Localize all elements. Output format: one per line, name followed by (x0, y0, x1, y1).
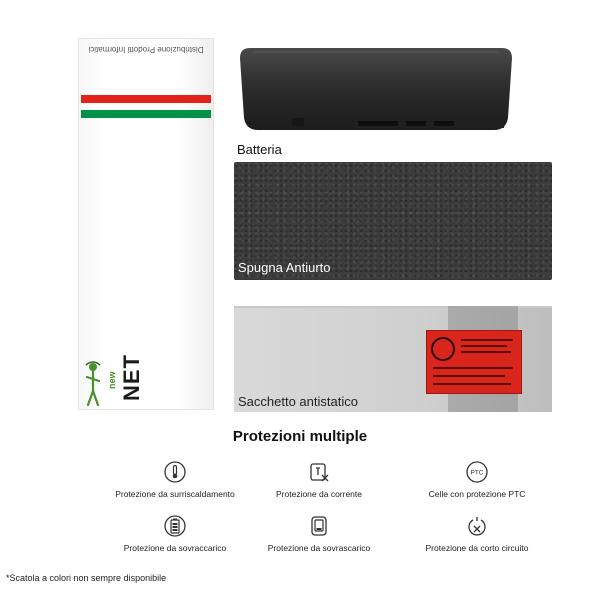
esd-warning-icon (431, 337, 455, 361)
feature-label: Protezione da sovrascarico (267, 543, 371, 553)
foam-label: Spugna Antiurto (238, 260, 331, 275)
svg-text:PTC: PTC (470, 469, 484, 477)
flag-red-stripe (81, 95, 211, 103)
battery-label: Batteria (237, 142, 282, 157)
current-icon (308, 461, 330, 483)
feature-label: Protezione da sovraccarico (123, 543, 227, 553)
box-title: Distribuzione Prodotti Informatici (88, 45, 204, 54)
flag-green-stripe (81, 110, 211, 118)
thermometer-icon (164, 461, 186, 483)
feature-short-circuit (392, 515, 562, 553)
battery-charge-icon (164, 515, 186, 537)
esd-warning-card (426, 330, 522, 394)
protections-heading: Protezioni multiple (232, 428, 368, 445)
short-circuit-icon (466, 515, 488, 537)
feature-label: Celle con protezione PTC (428, 489, 526, 499)
product-box (78, 38, 214, 410)
logo-net-text: NET (119, 354, 144, 401)
antistatic-bag-label: Sacchetto antistatico (238, 394, 358, 409)
feature-label: Protezione da corrente (276, 489, 362, 499)
feature-label: Protezione da surriscaldamento (115, 489, 235, 499)
feature-label: Protezione da corto circuito (425, 543, 529, 553)
feature-ptc (392, 461, 562, 499)
logo-new-text: new (107, 371, 117, 389)
battery-image (236, 44, 516, 136)
feature-current (234, 461, 404, 499)
ptc-icon (466, 461, 488, 483)
battery-discharge-icon (308, 515, 330, 537)
footnote: *Scatola a colori non sempre disponibile (6, 573, 167, 583)
feature-overdischarge (234, 515, 404, 553)
